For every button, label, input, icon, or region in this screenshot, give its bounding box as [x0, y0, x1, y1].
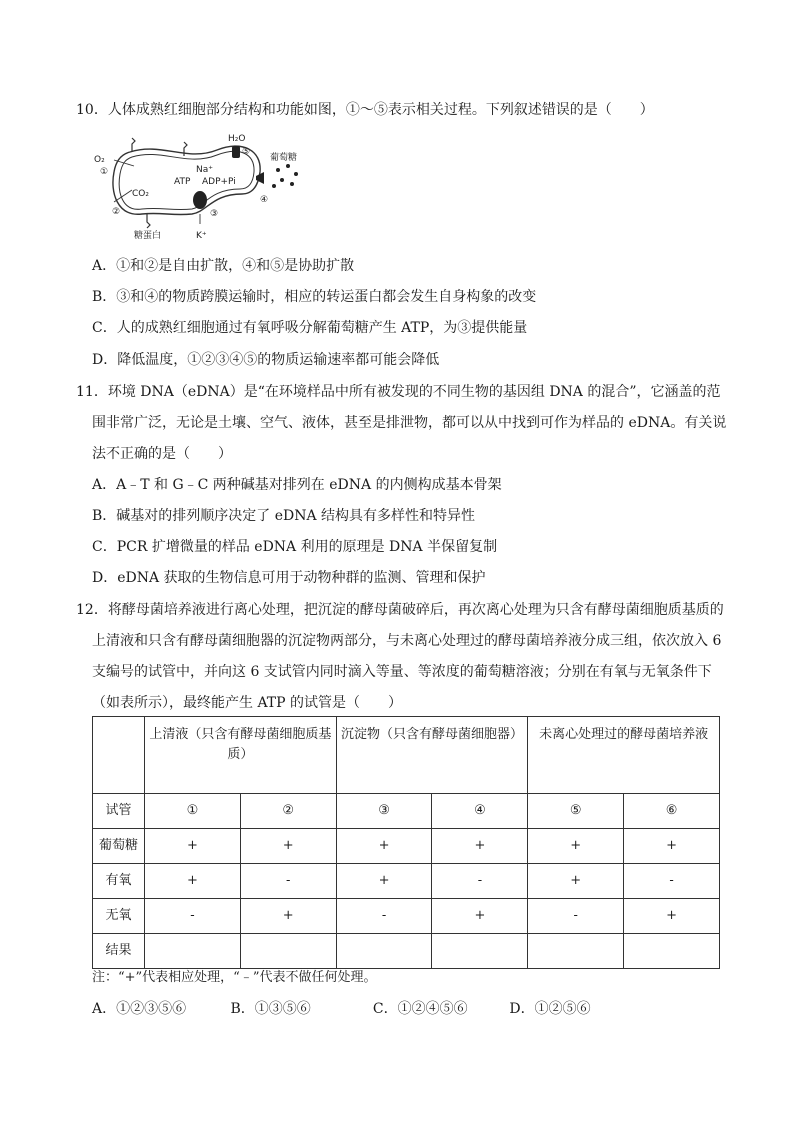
- q11-stem-line-2: 围非常广泛，无论是土壤、空气、液体，甚至是排泄物，都可以从中找到可作为样品的 eDNA。有关说: [92, 415, 727, 431]
- q10-option-b: B．③和④的物质跨膜运输时，相应的转运蛋白都会发生自身构象的改变: [92, 289, 537, 305]
- table-row: [93, 864, 720, 899]
- label-k: K⁺: [196, 231, 207, 241]
- q10-option-d: D．降低温度，①②③④⑤的物质运输速率都可能会降低: [92, 352, 440, 368]
- q12-stem-line-1: 12．将酵母菌培养液进行离心处理，把沉淀的酵母菌破碎后，再次离心处理为只含有酵母菌细胞质基质的: [76, 602, 724, 618]
- q12-stem-line-3: 支编号的试管中，并向这 6 支试管内同时滴入等量、等浓度的葡萄糖溶液；分别在有氧与无氧条件下: [92, 664, 712, 680]
- table-cell: -: [528, 899, 624, 934]
- row-label: 试管: [93, 794, 145, 829]
- label-na: Na⁺: [196, 165, 213, 175]
- table-cell: ①: [145, 794, 241, 829]
- row-label: 有氧: [93, 864, 145, 899]
- glycoprotein-3: [147, 214, 150, 228]
- label-n4: ④: [260, 195, 269, 205]
- q11-option-a: A．A﹣T 和 G﹣C 两种碱基对排列在 eDNA 的内侧构成基本骨架: [92, 477, 502, 493]
- q11-option-d: D．eDNA 获取的生物信息可用于动物种群的监测、管理和保护: [92, 570, 486, 586]
- table-note: 注：“+”代表相应处理，“﹣”代表不做任何处理。: [92, 970, 377, 985]
- red-blood-cell-figure: [92, 132, 312, 244]
- q10-option-a: A．①和②是自由扩散，④和⑤是协助扩散: [92, 258, 355, 274]
- table-cell: +: [240, 899, 336, 934]
- na-k-pump: [193, 191, 207, 209]
- table-cell: +: [624, 829, 720, 864]
- experiment-table: [92, 716, 720, 969]
- label-atp: ATP: [174, 177, 191, 187]
- table-cell: [240, 934, 336, 969]
- q12-options: [92, 998, 591, 1018]
- table-row: [93, 794, 720, 829]
- table-cell: +: [624, 899, 720, 934]
- label-h2o: H₂O: [228, 134, 246, 144]
- q12-option-d: D．①②⑤⑥: [509, 1001, 591, 1017]
- table-cell: +: [432, 899, 528, 934]
- table-cell: [432, 934, 528, 969]
- table-cell: -: [432, 864, 528, 899]
- q12-option-b: B．①③⑤⑥: [230, 1001, 311, 1017]
- label-glycoprotein: 糖蛋白: [134, 231, 162, 241]
- water-channel: [232, 146, 240, 158]
- table-cell: [145, 934, 241, 969]
- table-cell: +: [528, 829, 624, 864]
- q12-option-a: A．①②③⑤⑥: [92, 1001, 187, 1017]
- q11-stem-line-1: 11．环境 DNA（eDNA）是“在环境样品中所有被发现的不同生物的基因组 DNA 的混合”，它涵盖的范: [76, 384, 721, 400]
- row-label: 结果: [93, 934, 145, 969]
- group-header-sediment: 沉淀物（只含有酵母菌细胞器）: [336, 717, 528, 794]
- table-cell: +: [432, 829, 528, 864]
- label-co2: CO₂: [132, 189, 149, 199]
- table-row: [93, 829, 720, 864]
- group-header-supernatant: 上清液（只含有酵母菌细胞质基质）: [145, 717, 337, 794]
- glycoprotein-1: [132, 138, 135, 152]
- q10-stem: 10．人体成熟红细胞部分结构和功能如图，①～⑤表示相关过程。下列叙述错误的是（ ）: [76, 102, 654, 118]
- label-n2: ②: [112, 207, 121, 217]
- table-cell: +: [145, 829, 241, 864]
- table-cell: -: [240, 864, 336, 899]
- table-cell: ⑤: [528, 794, 624, 829]
- label-n5: ⑤: [242, 147, 251, 157]
- q11-option-c: C．PCR 扩增微量的样品 eDNA 利用的原理是 DNA 半保留复制: [92, 539, 498, 555]
- table-corner-cell: [93, 717, 145, 794]
- table-row: [93, 899, 720, 934]
- table-cell: +: [528, 864, 624, 899]
- row-label: 无氧: [93, 899, 145, 934]
- table-cell: [528, 934, 624, 969]
- q12-stem-line-2: 上清液和只含有酵母菌细胞器的沉淀物两部分，与未离心处理过的酵母菌培养液分成三组，依次放入 6: [92, 633, 722, 649]
- label-n1: ①: [100, 167, 109, 177]
- table-row: [93, 934, 720, 969]
- q11-stem-line-3: 法不正确的是（ ）: [92, 446, 232, 462]
- table-cell: ⑥: [624, 794, 720, 829]
- q10-option-c: C．人的成熟红细胞通过有氧呼吸分解葡萄糖产生 ATP，为③提供能量: [92, 320, 528, 336]
- table-cell: +: [145, 864, 241, 899]
- label-adp: ADP+Pi: [202, 177, 236, 187]
- q12-stem-line-4: （如表所示），最终能产生 ATP 的试管是（ ）: [92, 695, 403, 711]
- table-header-row: [93, 717, 720, 794]
- table-cell: -: [624, 864, 720, 899]
- table-cell: ④: [432, 794, 528, 829]
- table-cell: [336, 934, 432, 969]
- table-cell: [624, 934, 720, 969]
- label-n3: ③: [210, 209, 219, 219]
- table-cell: +: [240, 829, 336, 864]
- row-label: 葡萄糖: [93, 829, 145, 864]
- q11-option-b: B．碱基对的排列顺序决定了 eDNA 结构具有多样性和特异性: [92, 508, 476, 524]
- table-cell: -: [336, 899, 432, 934]
- q12-option-c: C．①②④⑤⑥: [372, 1001, 468, 1017]
- label-o2: O₂: [94, 155, 105, 165]
- table-cell: -: [145, 899, 241, 934]
- table-cell: +: [336, 864, 432, 899]
- table-cell: ③: [336, 794, 432, 829]
- group-header-uncentrifuged: 未离心处理过的酵母菌培养液: [528, 717, 720, 794]
- table-cell: +: [336, 829, 432, 864]
- label-glucose: 葡萄糖: [270, 153, 298, 163]
- table-cell: ②: [240, 794, 336, 829]
